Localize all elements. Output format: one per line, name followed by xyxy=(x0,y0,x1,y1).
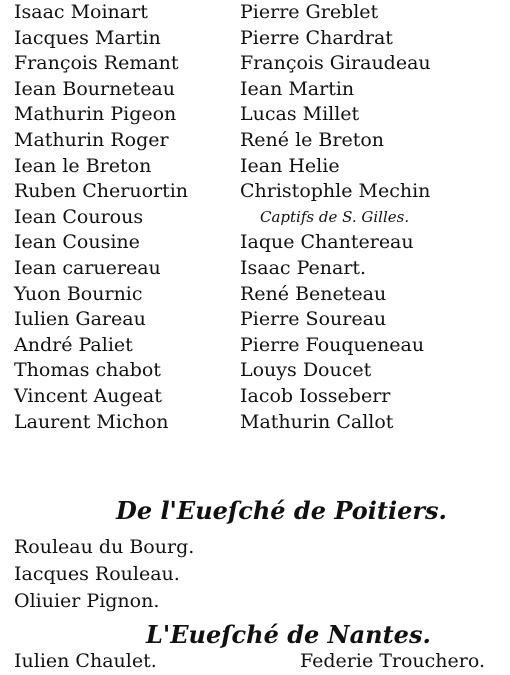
name-entry: Mathurin Callot xyxy=(240,410,394,433)
name-entry: Iean Courous xyxy=(14,205,144,228)
name-entry: François Giraudeau xyxy=(240,52,431,75)
name-entry: Mathurin Roger xyxy=(14,128,169,151)
name-entry: André Paliet xyxy=(14,333,133,356)
name-entry: Pierre Fouqueneau xyxy=(240,333,425,356)
name-entry: René le Breton xyxy=(240,128,385,151)
captifs-subheading: Captifs de S. Gilles. xyxy=(260,207,410,226)
name-entry: Iean Cousine xyxy=(14,231,140,254)
name-entry: Pierre Greblet xyxy=(240,1,379,23)
nantes-name-entry: Iulien Chaulet. xyxy=(14,650,157,672)
name-entry: Pierre Soureau xyxy=(240,308,387,331)
left-name-column xyxy=(14,0,188,435)
name-entry: Iean le Breton xyxy=(14,154,152,177)
name-entry: Thomas chabot xyxy=(14,359,161,382)
name-entry: Lucas Millet xyxy=(240,103,360,126)
name-entry: Isaac Moinart xyxy=(14,1,148,23)
name-entry: Isaac Penart. xyxy=(240,256,367,279)
name-entry: Pierre Chardrat xyxy=(240,26,393,49)
name-entry: François Remant xyxy=(14,52,179,75)
nantes-section-heading: L'Eueſché de Nantes. xyxy=(146,620,431,649)
name-entry: Iacques Martin xyxy=(14,26,161,49)
name-entry: Christophle Mechin xyxy=(240,180,431,203)
name-entry: Louys Doucet xyxy=(240,359,372,382)
name-entry: Iacob Iosseberr xyxy=(240,384,391,407)
nantes-name-entry: Federie Trouchero. xyxy=(300,650,486,672)
name-entry: Laurent Michon xyxy=(14,410,169,433)
name-entry: Vincent Augeat xyxy=(14,384,162,407)
name-entry: Mathurin Pigeon xyxy=(14,103,177,126)
poitiers-name-entry: Rouleau du Bourg. xyxy=(14,536,195,558)
name-entry: Iean caruereau xyxy=(14,256,161,279)
poitiers-name-entry: Iacques Rouleau. xyxy=(14,563,180,585)
name-entry: Iulien Gareau xyxy=(14,308,146,331)
name-entry: Yuon Bournic xyxy=(14,282,143,305)
name-entry: Iaque Chantereau xyxy=(240,231,414,254)
poitiers-section-heading: De l'Eueſché de Poitiers. xyxy=(116,496,447,525)
name-entry: Iean Bourneteau xyxy=(14,77,175,100)
name-entry: René Beneteau xyxy=(240,282,387,305)
right-name-column xyxy=(240,0,431,435)
poitiers-name-entry: Oliuier Pignon. xyxy=(14,590,160,612)
name-entry: Iean Martin xyxy=(240,77,355,100)
name-entry: Iean Helie xyxy=(240,154,340,177)
name-entry: Ruben Cheruortin xyxy=(14,180,189,203)
